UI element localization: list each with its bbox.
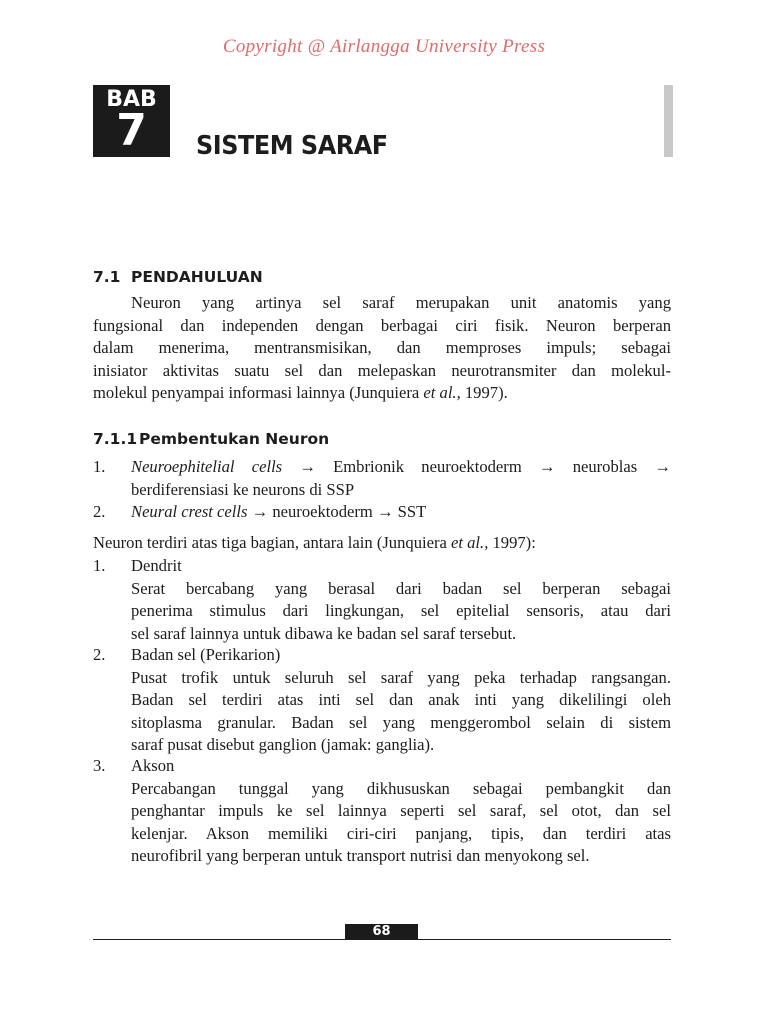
chapter-badge-number: 7 (116, 105, 147, 156)
list-item-name: Dendrit (131, 556, 182, 575)
list-line (131, 456, 671, 479)
list-item-name: Badan sel (Perikarion) (131, 645, 281, 664)
list-item-name: Akson (131, 756, 175, 775)
page-number: 68 (345, 924, 418, 939)
intro-paragraph (93, 292, 671, 405)
list-line: berdiferensiasi ke neurons di SSP (131, 479, 355, 499)
list-line: sitoplasma granular. Badan sel yang menggerombol selain di sistem (131, 712, 671, 732)
list-body (131, 755, 671, 868)
list-number: 1. (93, 457, 106, 476)
copyright-notice: Copyright @ Airlangga University Press (222, 36, 546, 57)
list-text: → Embrionik neuroektoderm → neuroblas → (282, 457, 671, 476)
paragraph-text: Neuron terdiri atas tiga bagian, antara lain (Junquiera (93, 533, 452, 552)
list-line: sel saraf lainnya untuk dibawa ke badan sel saraf tersebut. (131, 623, 517, 643)
footer-rule (93, 939, 671, 940)
list-line: Serat bercabang yang berasal dari badan sel berperan sebagai (131, 578, 671, 598)
paragraph-line (93, 382, 671, 405)
section-number: 7.1 (93, 268, 121, 286)
chapter-badge (93, 85, 170, 157)
list-text: → neuroektoderm → SST (247, 502, 427, 521)
list-term: Neural crest cells (131, 502, 248, 521)
list-body (131, 555, 671, 645)
list-body (131, 644, 671, 757)
paragraph-line: Neuron yang artinya sel saraf merupakan unit anatomis yang (131, 293, 671, 312)
list-line: kelenjar. Akson memiliki ciri-ciri panjang, tipis, dan terdiri atas (131, 823, 671, 843)
section-title: Pembentukan Neuron (139, 430, 330, 448)
paragraph-text: molekul penyampai informasi lainnya (Junquiera (93, 383, 424, 403)
section-heading-7-1-1 (93, 430, 329, 448)
chapter-title: SISTEM SARAF (196, 131, 388, 161)
list-number: 2. (93, 645, 106, 664)
side-tab-marker (664, 85, 673, 157)
citation-year: 1997): (488, 533, 536, 552)
list-line: penghantar impuls ke sel lainnya seperti sel saraf, sel otot, dan sel (131, 801, 671, 821)
paragraph-line: fungsional dan independen dengan berbagai ciri fisik. Neuron berperan (93, 315, 671, 335)
list-body (131, 501, 671, 524)
list-line: neurofibril yang berperan untuk transport nutrisi dan menyokong sel. (131, 846, 590, 866)
section-title: PENDAHULUAN (131, 268, 263, 286)
citation-etal: et al., (451, 533, 489, 552)
citation-year: 1997). (460, 383, 508, 403)
paragraph-line: dalam menerima, mentransmisikan, dan memproses impuls; sebagai (93, 338, 671, 358)
paragraph-line: inisiator aktivitas suatu sel dan melepaskan neurotransmiter dan molekul- (93, 360, 671, 380)
list-line (131, 501, 671, 524)
list-line: Pusat trofik untuk seluruh sel saraf yang peka terhadap rangsangan. (131, 667, 671, 687)
paragraph-line (93, 532, 671, 555)
section-number: 7.1.1 (93, 430, 138, 448)
parts-intro (93, 532, 671, 555)
list-line: saraf pusat disebut ganglion (jamak: ganglia). (131, 735, 435, 755)
list-line: Badan sel terdiri atas inti sel dan anak inti yang dikelilingi oleh (131, 690, 671, 710)
list-line: penerima stimulus dari lingkungan, sel epitelial sensoris, atau dari (131, 601, 671, 621)
list-term: Neuroephitelial cells (131, 457, 283, 476)
section-heading-7-1 (93, 268, 263, 286)
list-number: 1. (93, 556, 106, 575)
citation-etal: et al., (423, 383, 461, 403)
chapter-badge-label: BAB (106, 87, 157, 112)
list-body (131, 456, 671, 501)
list-number: 2. (93, 502, 106, 521)
list-line: Percabangan tunggal yang dikhususkan sebagai pembangkit dan (131, 778, 671, 798)
list-number: 3. (93, 756, 106, 775)
